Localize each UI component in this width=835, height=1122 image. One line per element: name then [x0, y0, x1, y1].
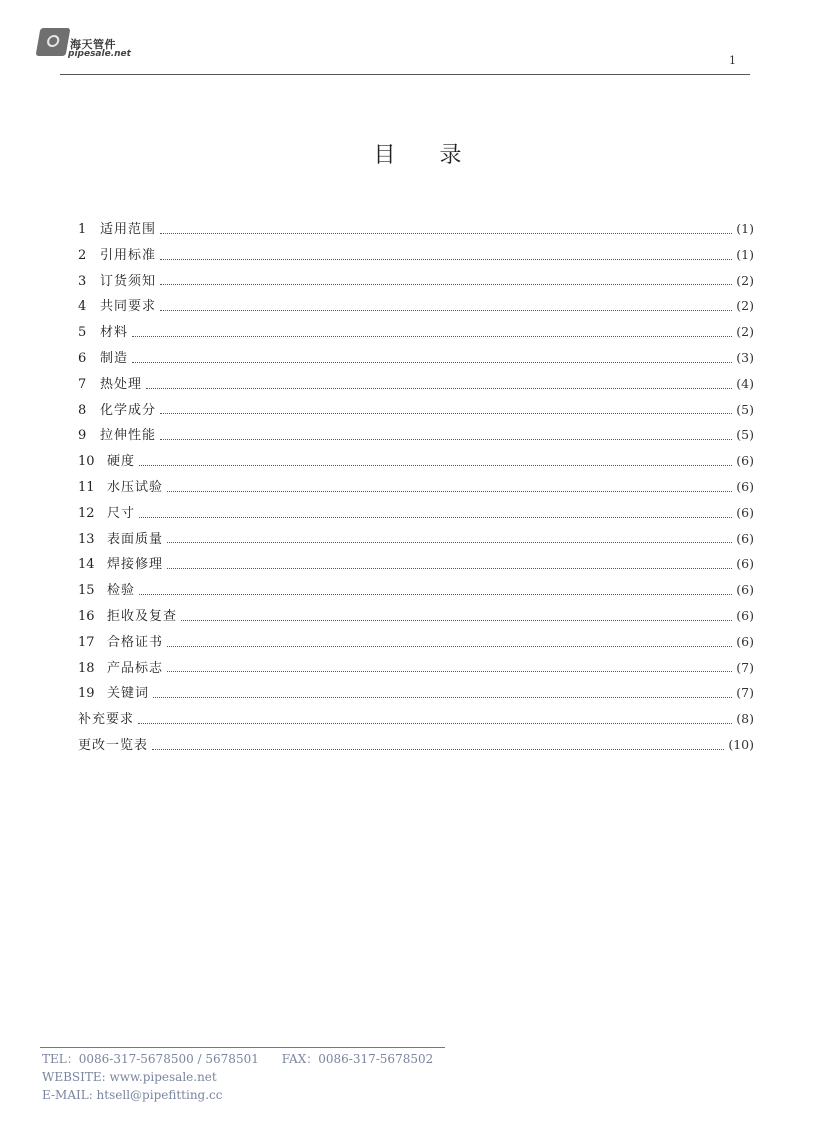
toc-entry-number: 13: [78, 531, 95, 547]
toc-entry-number: 5: [78, 325, 87, 341]
toc-entry-page: (6): [736, 530, 754, 546]
toc-entry[interactable]: [78, 347, 754, 373]
toc-entry-page: (5): [736, 427, 754, 443]
toc-entry[interactable]: [78, 734, 754, 760]
toc-dot-leader: [146, 387, 732, 389]
toc-entry-label: 共同要求: [100, 299, 157, 315]
toc-entry-label: 拉伸性能: [100, 428, 157, 444]
footer-website: WEBSITE: www.pipesale.net: [42, 1070, 217, 1084]
toc-entry[interactable]: [78, 295, 754, 321]
toc-entry[interactable]: [78, 476, 754, 502]
toc-entry-page: (6): [736, 633, 754, 649]
toc-entry[interactable]: [78, 424, 754, 450]
toc-dot-leader: [160, 258, 732, 260]
toc-entry-number: 16: [78, 608, 95, 624]
toc-entry-page: (1): [736, 221, 754, 236]
toc-entry-number: 10: [78, 454, 95, 470]
toc-dot-leader: [160, 309, 732, 311]
toc-dot-leader: [160, 412, 732, 414]
toc-entry-label: 材料: [100, 325, 129, 341]
toc-entry-label: 焊接修理: [107, 557, 164, 573]
toc-entry[interactable]: [78, 244, 754, 270]
toc-entry-page: (8): [736, 711, 754, 727]
toc-entry-page: (3): [736, 349, 754, 365]
logo-domain-text: pipesale.net: [68, 49, 131, 59]
toc-entry-label: 关键词: [107, 686, 150, 702]
logo-chinese-text: 海天管件: [70, 38, 116, 51]
toc-entry[interactable]: [78, 579, 754, 605]
toc-dot-leader: [160, 283, 732, 285]
toc-entry-label: 检验: [107, 583, 136, 599]
toc-entry[interactable]: [78, 631, 754, 657]
toc-entry-label: 制造: [100, 350, 129, 366]
toc-entry[interactable]: [78, 605, 754, 631]
toc-entry-label: 订货须知: [100, 273, 157, 289]
toc-dot-leader: [139, 516, 732, 518]
toc-dot-leader: [132, 335, 732, 337]
toc-entry[interactable]: [78, 657, 754, 683]
toc-entry-number: 14: [78, 557, 95, 573]
toc-entry-page: (5): [736, 401, 754, 417]
toc-dot-leader: [160, 438, 732, 440]
toc-entry-label: 水压试验: [107, 479, 164, 495]
toc-entry-page: (2): [736, 324, 754, 340]
footer-divider: [40, 1047, 445, 1048]
toc-entry-number: 8: [78, 402, 87, 418]
toc-entry-number: 18: [78, 660, 95, 676]
toc-entry-page: (10): [728, 736, 754, 752]
contact-footer: [42, 1050, 433, 1104]
toc-entry-page: (2): [736, 298, 754, 314]
toc-entry-label: 热处理: [100, 376, 143, 392]
toc-entry-number: 12: [78, 505, 95, 521]
toc-entry-label: 合格证书: [107, 634, 164, 650]
header-divider: [60, 74, 750, 75]
toc-entry-page: (2): [736, 272, 754, 288]
table-of-contents: [78, 218, 754, 760]
toc-dot-leader: [181, 619, 732, 621]
toc-entry-number: 7: [78, 376, 87, 392]
toc-entry-label: 化学成分: [100, 402, 157, 418]
logo-mark-icon: [36, 28, 71, 56]
toc-entry-page: (7): [736, 685, 754, 701]
footer-fax: FAX：0086-317-5678502: [281, 1052, 434, 1066]
toc-entry-number: 2: [78, 247, 87, 263]
toc-entry[interactable]: [78, 450, 754, 476]
toc-entry[interactable]: [78, 682, 754, 708]
toc-dot-leader: [153, 696, 732, 698]
toc-dot-leader: [139, 464, 732, 466]
footer-email: E-MAIL: htsell@pipefitting.cc: [42, 1088, 223, 1102]
toc-dot-leader: [160, 232, 732, 234]
toc-entry[interactable]: [78, 399, 754, 425]
toc-entry-label: 补充要求: [78, 712, 135, 728]
toc-entry[interactable]: [78, 528, 754, 554]
toc-dot-leader: [152, 748, 724, 750]
toc-entry[interactable]: [78, 218, 754, 244]
toc-entry-label: 拒收及复查: [107, 608, 178, 624]
footer-phone-fax-line: [42, 1050, 433, 1068]
toc-entry-page: (6): [736, 478, 754, 494]
toc-entry-page: (7): [736, 659, 754, 675]
toc-entry-page: (6): [736, 453, 754, 469]
toc-entry-page: (6): [736, 504, 754, 520]
toc-entry-number: 3: [78, 273, 87, 289]
toc-dot-leader: [167, 541, 732, 543]
toc-entry-number: 4: [78, 299, 87, 315]
page-number: 1: [729, 54, 736, 67]
toc-dot-leader: [138, 722, 732, 724]
toc-entry-page: (6): [736, 607, 754, 623]
toc-entry-label: 表面质量: [107, 531, 164, 547]
toc-entry[interactable]: [78, 553, 754, 579]
toc-entry-label: 尺寸: [107, 505, 136, 521]
toc-entry[interactable]: [78, 502, 754, 528]
toc-entry-page: (1): [736, 246, 754, 262]
toc-entry-number: 11: [78, 479, 95, 495]
toc-entry-page: (4): [736, 375, 754, 391]
toc-entry-number: 15: [78, 583, 95, 599]
toc-entry-number: 19: [78, 686, 95, 702]
footer-tel: TEL：0086-317-5678500 / 5678501: [42, 1052, 259, 1066]
company-logo: [38, 28, 148, 62]
toc-entry-label: 引用标准: [100, 247, 157, 263]
toc-entry-number: 17: [78, 634, 95, 650]
toc-entry-label: 适用范围: [100, 222, 157, 237]
toc-dot-leader: [167, 567, 732, 569]
toc-dot-leader: [132, 361, 732, 363]
toc-entry-label: 更改一览表: [78, 737, 149, 753]
toc-entry-page: (6): [736, 556, 754, 572]
toc-entry-page: (6): [736, 582, 754, 598]
toc-dot-leader: [139, 593, 732, 595]
toc-title: 目录: [373, 143, 506, 168]
toc-entry-number: 6: [78, 350, 87, 366]
toc-dot-leader: [167, 490, 732, 492]
toc-entry-number: 9: [78, 428, 87, 444]
toc-entry[interactable]: [78, 321, 754, 347]
toc-entry[interactable]: [78, 270, 754, 296]
toc-entry-number: 1: [78, 222, 87, 237]
toc-dot-leader: [167, 645, 732, 647]
toc-entry-label: 硬度: [107, 454, 136, 470]
toc-dot-leader: [167, 670, 732, 672]
toc-entry[interactable]: [78, 373, 754, 399]
toc-entry[interactable]: [78, 708, 754, 734]
toc-entry-label: 产品标志: [107, 660, 164, 676]
